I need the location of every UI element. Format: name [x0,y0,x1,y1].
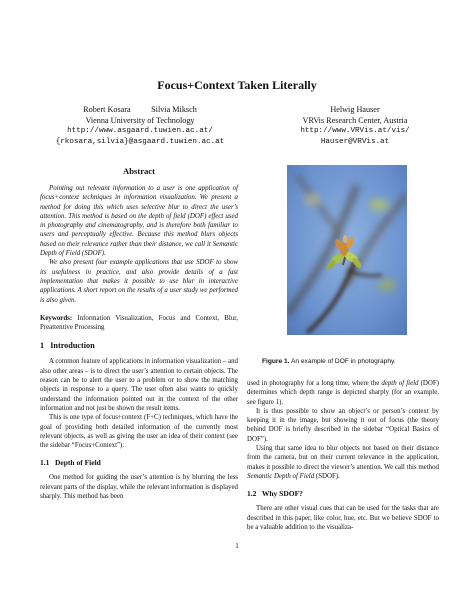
dof-photograph-image [287,165,407,335]
why-sdof-paragraph-1: There are other visual cues that can be used for the tasks that are described in this paper, like color, hue, etc. But we believe SDOF to be a valuable addition to the visualiza- [247,505,439,531]
keywords-label: Keywords: [40,314,73,322]
figure-1-caption [262,358,396,365]
page-number: 1 [235,542,239,550]
keywords-text: Information Visualization, Focus and Context, Blur, Preattentive Processing [40,314,238,332]
right-paragraph-2: It is thus possible to show an object’s or person’s context by keeping it in the image, but showing it out of focus (the theory behind DOF is briefly described in the sidebar “Optical Basics of DOF”). [247,407,439,443]
affiliation-left: Vienna University of Technology [85,116,195,125]
url-right[interactable]: http://www.VRVis.at/vis/ [300,127,410,135]
figure-1-caption-text: An example of DOF in photography. [289,358,396,365]
keywords [40,314,238,333]
dof-paragraph-1: One method for guiding the user’s attention is by blurring the less relevant parts of the display, while the relevant information is displayed sharply. This method has been [40,474,238,501]
right-paragraph-1 [247,379,439,407]
intro-paragraph-1: A common feature of applications in information visualization – and also other areas – is to direct the user’s attention to certain objects. The reason can be to alert the user to a problem or to show the matching objects in response to a query. The user often also wants to quickly understand the information pointed out in the context of the other information and not just be shown the result items. [40,358,238,412]
author-names-left: Robert Kosara Silvia Miksch [83,105,197,114]
right-paragraph-3 [247,444,439,481]
right-paragraph-3-a: Using that same idea to blur objects not based on their distance from the camera, but on their current relevance in the application, makes it possible to direct the viewer’s attention. We call this method [247,445,439,471]
url-left[interactable]: http://www.asgaard.tuwien.ac.at/ [67,127,213,135]
section-1-heading: 1 Introduction [40,341,95,351]
section-1-2-heading: 1.2 Why SDOF? [247,489,303,499]
abstract-paragraph-2: We also present four example applications that use SDOF to show its usefulness in practice, and also provide details of a fast implementation that makes it possible to use blur in interactive applications. A short report on the results of a user study we performed is also given. [40,259,238,304]
right-column [247,379,439,532]
email-left[interactable]: {rkosara,silvia}@asgaard.tuwien.ac.at [55,138,225,146]
abstract-paragraph-1: Pointing out relevant information to a user is one application of focus+context techniques in information visualization. We present a method for doing this which uses selective blur to direct the user’s attention. This method is based on the depth of field (DOF) effect used in photography and cinematography, and is therefore both familiar to users and perceptually effective. Because this method blurs objects based on their relevance rather than their distance, we call it Semantic Depth of Field (SDOF). [40,185,238,258]
right-paragraph-1-italic: depth of field [381,380,419,387]
authors-right [270,104,440,148]
left-column [40,166,238,501]
email-right[interactable]: Hauser@VRVis.at [320,138,390,146]
intro-paragraph-2: This is one type of focus+context (F+C) techniques, which have the goal of providing both detailed information of the currently most relevant objects, as well as giving the user an idea of their context (see the sidebar “Focus+Context”). [40,414,238,450]
authors-left [40,104,240,148]
figure-1-label: Figure 1. [262,358,290,365]
right-paragraph-3-b: (SDOF). [314,472,340,480]
right-paragraph-1-b: (DOF) determines which depth range is depicted sharply (for an example, see figure 1). [247,380,439,406]
abstract-heading: Abstract [123,166,155,176]
affiliation-right: VRVis Research Center, Austria [302,116,408,125]
section-1-1-heading: 1.1 Depth of Field [40,458,101,468]
right-paragraph-1-a: used in photography for a long time, where the [247,380,382,387]
author-names-right: Helwig Hauser [330,105,380,114]
paper-title: Focus+Context Taken Literally [157,78,317,92]
right-paragraph-3-italic: Semantic Depth of Field [247,472,315,480]
dof-photograph [287,165,407,335]
